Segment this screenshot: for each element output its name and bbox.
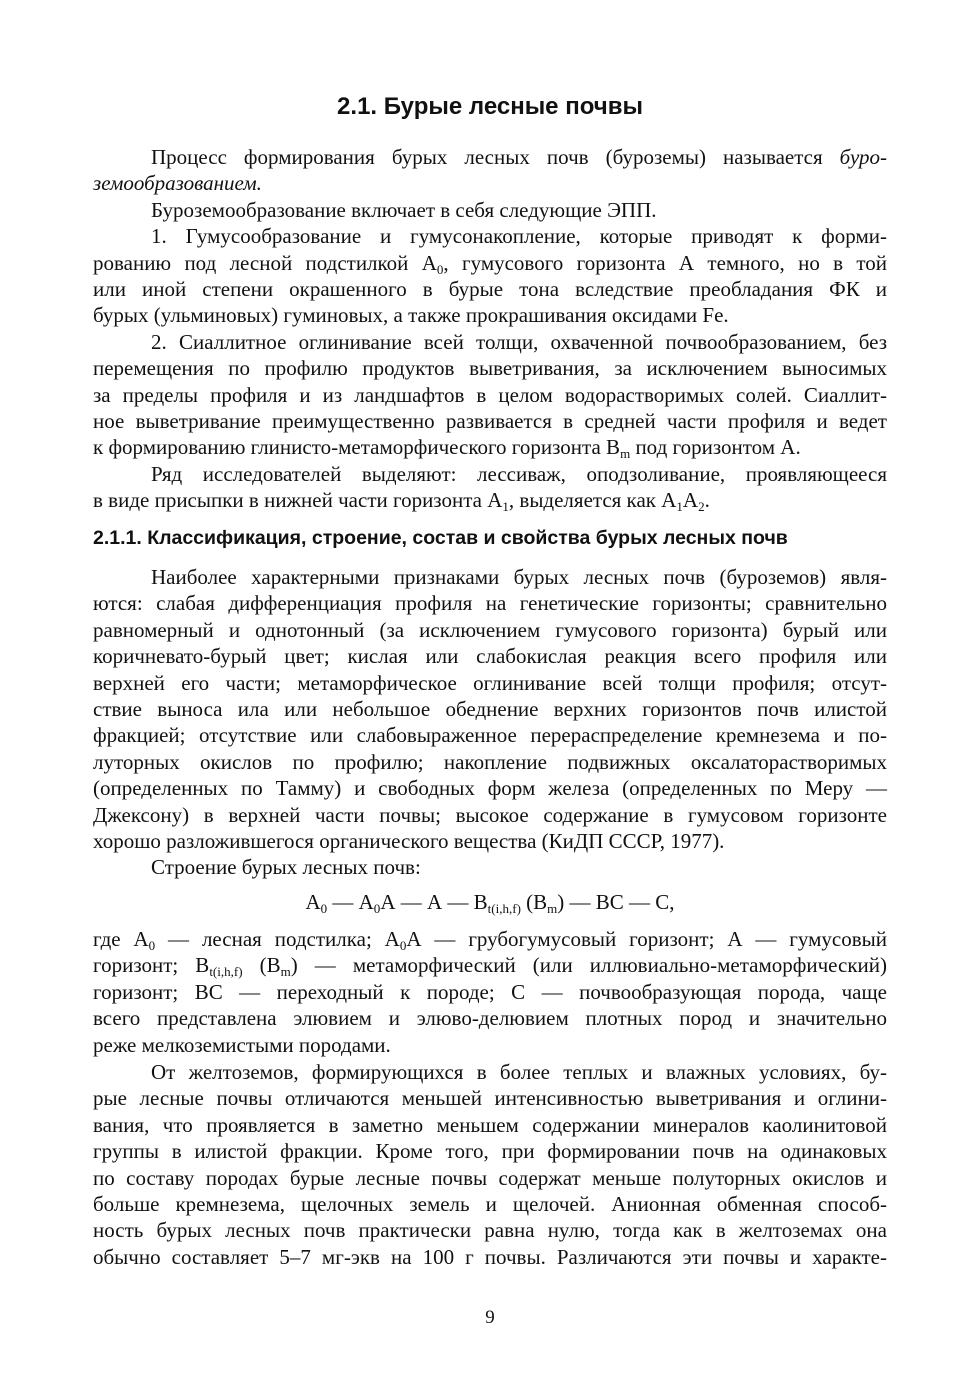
p3-line-4: бурых (ульминовых) гуминовых, а также прокрашивания оксидами Fe. — [93, 303, 729, 328]
p6-line: коричневато-бурый цвет; кислая или слабокислая реакция всего профиля или — [93, 644, 887, 669]
p6-line: Джексону) в верхней части почвы; высокое содержание в гумусовом горизонте — [93, 802, 887, 827]
profile-formula: $А_0$ — $А_0А$ — А — $B_{t(i,h,f)}$ $(B_m)$ — ВС — С, — [305, 890, 675, 916]
p8-line-5: реже мелкоземистыми породами. — [93, 1032, 391, 1057]
p6-line: луторных окислов по профилю; накопление подвижных оксалаторастворимых — [93, 749, 887, 774]
p6-line: Наиболее характерными признаками бурых лесных почв (буроземов) явля- — [151, 565, 887, 589]
p8-line-4: всего представлена элювием и элюво-делювием плотных пород и значительно — [93, 1006, 887, 1031]
p1-line-1: Процесс формирования бурых лесных почв (буроземы) называется буро- — [151, 145, 887, 169]
p2-line-1: Буроземообразование включает в себя следующие ЭПП. — [151, 197, 657, 222]
p6-line: хорошо разложившегося органического вещества (КиДП СССР, 1977). — [93, 828, 725, 853]
p3-line-1: 1. Гумусообразование и гумусонакопление, которые приводят к форми- — [151, 224, 887, 249]
p6-line: верхней его части; метаморфическое оглинивание всей толщи профиля; отсут- — [93, 670, 887, 695]
term-italic: земообразованием. — [93, 171, 262, 196]
p3-line-2: рованию под лесной подстилкой $А_0$, гумусового горизонта А темного, но в той — [93, 250, 887, 277]
p4-line-2: перемещения по профилю продуктов выветривания, за исключением выносимых — [93, 356, 887, 381]
term-italic: буро- — [839, 145, 887, 169]
p9-line: От желтоземов, формирующихся в более теплых и влажных условиях, бу- — [151, 1060, 887, 1084]
p4-line-3: за пределы профиля и из ландшафтов в целом водорастворимых солей. Сиаллит- — [93, 382, 887, 407]
p9-line: по составу породах бурые лесные почвы содержат меньше полуторных окислов и — [93, 1165, 887, 1190]
characteristics-paragraph — [93, 564, 887, 881]
p6-line: ются: слабая дифференциация профиля на генетические горизонты; сравнительно — [93, 591, 887, 616]
p8-line-3: горизонт; ВС — переходный к породе; С — почвообразующая порода, чаще — [93, 979, 887, 1004]
p9-line: больше кремнезема, щелочных земель и щелочей. Анионная обменная способ- — [93, 1191, 887, 1216]
p4-line-4: ное выветривание преимущественно развивается в средней части профиля и ведет — [93, 408, 887, 433]
comparison-paragraph — [93, 1059, 887, 1270]
section-title: 2.1.1. Классификация, строение, состав и свойства бурых лесных почв — [93, 527, 788, 549]
p8-line-2: горизонт; $B_{t(i,h,f)}$ $(B_m)$ — метаморфический (или иллювиально-метаморфический) — [93, 953, 888, 980]
p7-line-1: Строение бурых лесных почв: — [151, 855, 421, 880]
p9-line: ность бурых лесных почв практически равна нулю, тогда как в желтоземах она — [93, 1218, 887, 1243]
p1-line-2 — [93, 170, 887, 196]
p9-line: группы в илистой фракции. Кроме того, при формировании почв на одинаковых — [93, 1139, 887, 1164]
p4-line-5: к формированию глинисто-метаморфического горизонта $B_m$ под горизонтом А. — [93, 435, 801, 462]
page-number: 9 — [485, 1307, 495, 1328]
p5-line-2: в виде присыпки в нижней части горизонта $А_1$, выделяется как $А_1А_2$. — [93, 488, 710, 514]
p3-line-3: или иной степени окрашенного в бурые тона вследствие преобладания ФК и — [93, 276, 887, 301]
p9-line: обычно составляет 5–7 мг-экв на 100 г почвы. Различаются эти почвы и характе- — [93, 1244, 887, 1269]
p5-line-1: Ряд исследователей выделяют: лессиваж, оподзоливание, проявляющееся — [151, 461, 887, 486]
horizons-legend-paragraph — [93, 926, 887, 1058]
p6-line: фракцией; отсутствие или слабовыраженное перераспределение кремнезема и по- — [93, 723, 887, 748]
chapter-title: 2.1. Бурые лесные почвы — [337, 93, 643, 120]
intro-paragraphs — [93, 144, 887, 513]
p6-line: равномерный и однотонный (за исключением гумусового горизонта) бурый или — [93, 617, 887, 642]
p8-line-1: где $А_0$ — лесная подстилка; $А_0А$ — грубогумусовый горизонт; А — гумусовый — [93, 927, 887, 953]
p9-line: вания, что проявляется в заметно меньшем содержании минералов каолинитовой — [93, 1112, 887, 1137]
p6-line: ствие выноса ила или небольшое обеднение верхних горизонтов почв илистой — [93, 696, 887, 721]
p9-line: рые лесные почвы отличаются меньшей интенсивностью выветривания и оглини- — [93, 1086, 887, 1111]
p4-line-1: 2. Сиаллитное оглинивание всей толщи, охваченной почвообразованием, без — [151, 329, 887, 354]
p6-line: (определенных по Тамму) и свободных форм железа (определенных по Меру — — [93, 776, 887, 801]
